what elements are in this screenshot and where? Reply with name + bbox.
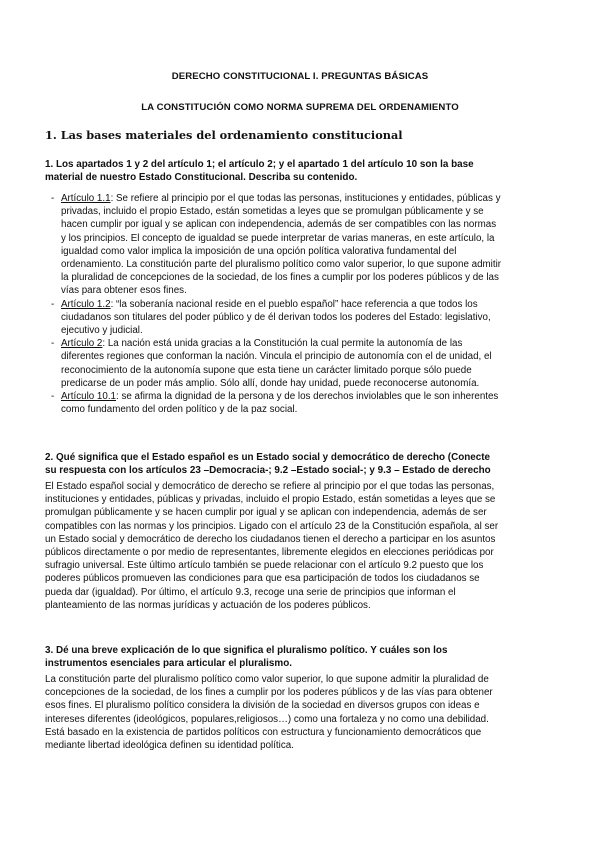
- question-line: su respuesta con los artículos 23 –Democracia-; 9.2 –Estado social-; y 9.3 – Estado de derecho: [45, 465, 491, 477]
- article-reference: Artículo 10.1: [61, 391, 117, 403]
- answer-line: poderes públicos promueven las condiciones para que esa participación de todos los ciudadanos se: [45, 573, 480, 585]
- question-1: [45, 158, 565, 184]
- answer-2: [45, 480, 570, 612]
- list-item: [45, 192, 570, 298]
- answer-line: Está basado en la existencia de partidos políticos con estructura y funcionamiento democráticos que: [45, 726, 482, 738]
- article-reference: Artículo 2: [61, 338, 103, 350]
- question-line: material de nuestro Estado Constitucional. Describa su contenido.: [45, 172, 358, 184]
- dash-bullet: -: [51, 298, 55, 310]
- answer-line: compatibles con las normas y los principios. Ligado con el artículo 23 de la Constitución española, al ser: [45, 520, 499, 532]
- list-item-text: : “la soberanía nacional reside en el pueblo español” hace referencia a que todos los: [110, 298, 478, 310]
- list-item-text: predicarse de un poder más amplio. Sólo allí, donde hay unidad, puede reconocerse autonomía.: [61, 377, 480, 389]
- answer-3: [45, 673, 570, 752]
- dash-bullet: -: [51, 338, 55, 350]
- list-item-text: privadas, incluido el propio Estado, están sometidas a leyes que se promulgan públicamente y se: [61, 206, 484, 218]
- answer-line: promulgan públicamente y se hacen cumplir por igual y se aplican con independencia, además de ser: [45, 507, 487, 519]
- question-2: [45, 451, 565, 477]
- list-item: [45, 337, 570, 390]
- list-item-text: : Se refiere al principio por el que todas las personas, instituciones y entidades, públicas y: [110, 193, 501, 204]
- answer-line: planteamiento de las normas jurídicas y actuación de los poderes públicos.: [45, 599, 371, 611]
- answer-line: públicos directamente o por medio de representantes, libremente elegidos en elecciones periódicas por: [45, 547, 494, 559]
- question-line: 2. Qué significa que el Estado español es un Estado social y democrático de derecho (Conecte: [45, 452, 491, 463]
- answer-line: esos fines. El pluralismo político considera la división de la sociedad en diversos grupos con ideas e: [45, 700, 480, 712]
- list-item-text: diferentes regiones que conforman la nación. Vincula el principio de autonomía con el de unidad, el: [61, 351, 492, 363]
- answer-line: un Estado social y democrático de derecho los ciudadanos tienen el derecho a participar en los asuntos: [45, 533, 496, 545]
- dash-bullet: -: [51, 193, 55, 204]
- list-item-text: ordenamiento. La constitución parte del pluralismo político como valor superior, lo que supone admitir: [61, 259, 502, 271]
- answer-line: pueda dar (igualdad). Por último, el artículo 9.3, recoge una serie de principios que informan el: [45, 586, 456, 598]
- question-line: 1. Los apartados 1 y 2 del artículo 1; el artículo 2; y el apartado 1 del artículo 10 son la base: [45, 159, 474, 170]
- answer-line: mediante libertad ideológica definen su identidad política.: [45, 740, 294, 752]
- question-line: 3. Dé una breve explicación de lo que significa el pluralismo político. Y cuáles son los: [45, 645, 448, 656]
- article-reference: Artículo 1.1: [61, 193, 111, 204]
- list-item: [45, 298, 570, 338]
- list-item-text: : La nación está unida gracias a la Constitución la cual permite la autonomía de las: [102, 338, 463, 350]
- list-item-text: ejecutivo y judicial.: [61, 325, 143, 337]
- answer-line: sufragio universal. Este último artículo también se puede relacionar con el artículo 9.2 puesto que los: [45, 560, 484, 572]
- list-item-text: como fundamento del orden político y de la paz social.: [61, 404, 298, 416]
- list-item-text: y los principios. El concepto de igualdad se puede interpretar de varias maneras, en este artículo, la: [61, 232, 495, 244]
- document-subtitle: LA CONSTITUCIÓN COMO NORMA SUPREMA DEL ORDENAMIENTO: [141, 102, 459, 113]
- list-item-text: la pluralidad de concepciones de la sociedad, de los fines a cumplir por los poderes públicos y de las: [61, 272, 499, 284]
- question-3: [45, 644, 565, 670]
- answer-line: El Estado español social y democrático de derecho se refiere al principio por el que todas las personas,: [45, 481, 495, 492]
- dash-bullet: -: [51, 391, 55, 403]
- article-list: [45, 192, 570, 416]
- list-item: [45, 390, 570, 416]
- answer-line: intereses diferentes (ideológicos, populares,religiosos…) como una fortaleza y no como una debilidad.: [45, 713, 489, 725]
- article-reference: Artículo 1.2: [61, 298, 111, 310]
- list-item-text: reconocimiento de la autonomía supone que esta tiene un carácter limitado porque sólo puede: [61, 364, 472, 376]
- answer-line: La constitución parte del pluralismo político como valor superior, lo que supone admitir la pluralidad de: [45, 674, 489, 685]
- list-item-text: hacen cumplir por igual y se aplican con independencia, además de ser compatibles con las normas: [61, 219, 497, 231]
- answer-line: instituciones y entidades, públicas y privadas, incluido el propio Estado, están sometidas a leyes que se: [45, 494, 496, 506]
- list-item-text: : se afirma la dignidad de la persona y de los derechos inviolables que le son inherentes: [116, 391, 499, 403]
- document-title: DERECHO CONSTITUCIONAL I. PREGUNTAS BÁSICAS: [171, 71, 429, 82]
- list-item-text: ciudadanos son titulares del poder público y de él derivan todos los poderes del Estado: legislativo,: [61, 311, 491, 323]
- answer-line: concepciones de la sociedad, de los fines a cumplir por los poderes públicos y de las vías para obtener: [45, 687, 493, 699]
- section-heading: 1. Las bases materiales del ordenamiento constitucional: [45, 128, 403, 142]
- list-item-text: vías para obtener esos fines.: [61, 285, 187, 297]
- question-line: instrumentos esenciales para articular el pluralismo.: [45, 658, 292, 670]
- list-item-text: igualdad como valor implica la imposición de una opción política valorativa fundamental del: [61, 245, 457, 257]
